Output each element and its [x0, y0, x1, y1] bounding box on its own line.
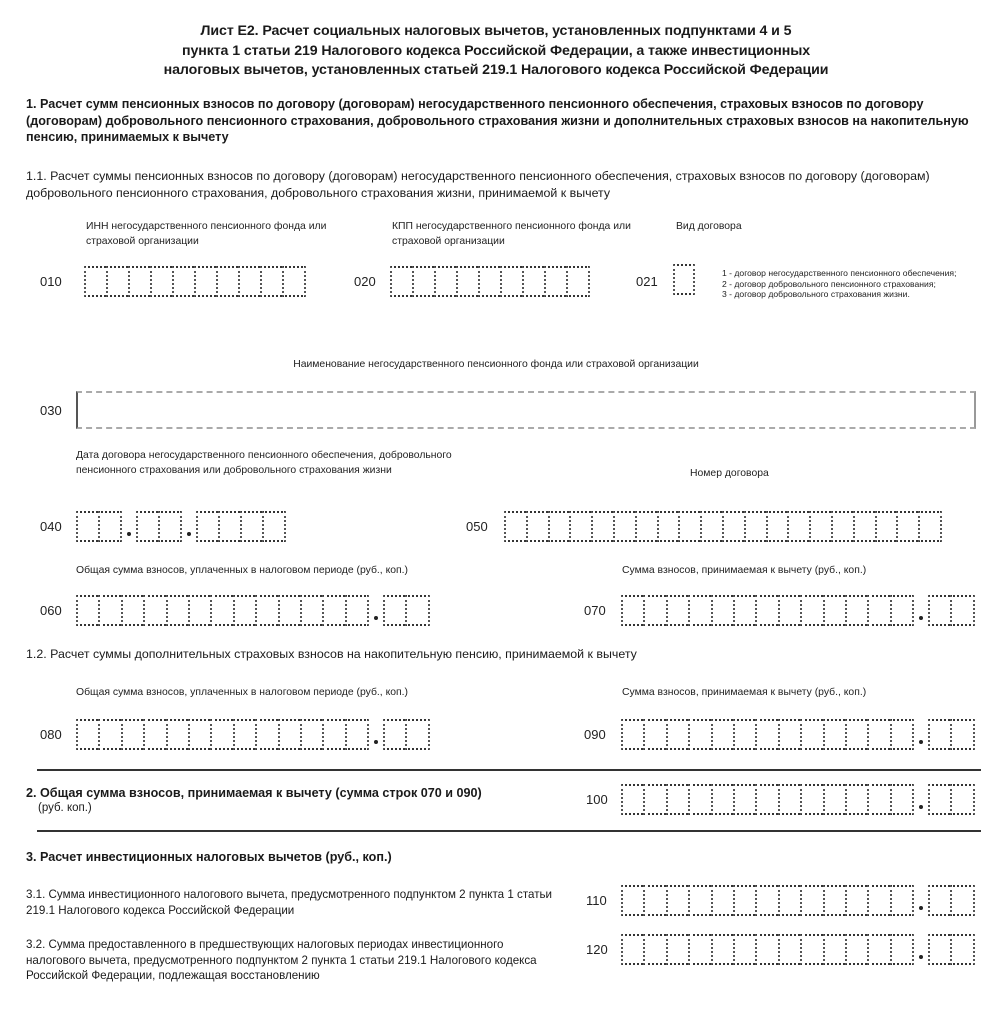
input-cell[interactable]: [456, 266, 478, 297]
input-cell[interactable]: [643, 934, 665, 965]
input-cell[interactable]: [787, 511, 809, 542]
input-cell[interactable]: [635, 511, 657, 542]
input-cell[interactable]: [613, 511, 635, 542]
input-cell[interactable]: [809, 511, 831, 542]
input-cell[interactable]: [218, 511, 240, 542]
total-paid-label: Общая сумма взносов, уплаченных в налоговом периоде (руб., коп.): [76, 565, 408, 576]
input-cell[interactable]: [196, 511, 218, 542]
input-cell[interactable]: [260, 266, 282, 297]
input-cell[interactable]: [711, 934, 733, 965]
additional-total-paid-field[interactable]: [76, 719, 430, 750]
input-cell[interactable]: [84, 266, 106, 297]
input-cell[interactable]: [98, 511, 122, 542]
input-cell[interactable]: [823, 934, 845, 965]
input-cell[interactable]: [240, 511, 262, 542]
contract-type-option: 1 - договор негосударственного пенсионного обеспечения;: [722, 268, 957, 278]
inn-label: ИНН негосударственного пенсионного фонда или страховой организации: [86, 221, 327, 247]
input-cell[interactable]: [950, 885, 974, 916]
contract-number-field[interactable]: [504, 511, 942, 542]
input-cell[interactable]: [845, 595, 867, 626]
input-cell[interactable]: [643, 885, 665, 916]
investment-deduction-field[interactable]: [621, 885, 975, 916]
input-cell[interactable]: [928, 784, 950, 815]
contract-type-code: 021: [636, 274, 658, 289]
input-cell[interactable]: [950, 595, 974, 626]
contract-type-options: [722, 268, 984, 300]
input-cell[interactable]: [678, 511, 700, 542]
inn-cells[interactable]: [84, 266, 306, 297]
input-cell[interactable]: [823, 885, 845, 916]
input-cell[interactable]: [800, 885, 822, 916]
input-cell[interactable]: [621, 595, 643, 626]
kop-cells[interactable]: [928, 719, 975, 750]
input-cell[interactable]: [755, 934, 777, 965]
input-cell[interactable]: [755, 784, 777, 815]
contract-date-field[interactable]: [76, 511, 286, 542]
input-cell[interactable]: [928, 885, 950, 916]
input-cell[interactable]: [733, 885, 755, 916]
input-cell[interactable]: [136, 511, 158, 542]
input-cell[interactable]: [282, 266, 306, 297]
input-cell[interactable]: [405, 719, 429, 750]
investment-deduction-code: 110: [586, 893, 607, 908]
input-cell[interactable]: [890, 885, 914, 916]
input-cell[interactable]: [345, 719, 369, 750]
input-cell[interactable]: [98, 595, 120, 626]
additional-deductible-code: 090: [584, 727, 606, 742]
input-cell[interactable]: [733, 595, 755, 626]
decimal-separator: [919, 740, 923, 744]
input-cell[interactable]: [210, 719, 232, 750]
page-title: [60, 22, 932, 81]
kpp-cells[interactable]: [390, 266, 590, 297]
input-cell[interactable]: [778, 934, 800, 965]
deductible-label: Сумма взносов, принимаемая к вычету (руб., коп.): [622, 565, 867, 576]
input-cell[interactable]: [121, 719, 143, 750]
decimal-separator: [919, 616, 923, 620]
kpp-label: КПП негосударственного пенсионного фонда или страховой организации: [392, 221, 631, 247]
input-cell[interactable]: [950, 719, 974, 750]
contract-type-cells[interactable]: [673, 264, 695, 295]
input-cell[interactable]: [322, 595, 344, 626]
input-cell[interactable]: [621, 885, 643, 916]
input-cell[interactable]: [621, 784, 643, 815]
input-cell[interactable]: [643, 719, 665, 750]
input-cell[interactable]: [278, 719, 300, 750]
input-cell[interactable]: [569, 511, 591, 542]
input-cell[interactable]: [500, 266, 522, 297]
input-cell[interactable]: [711, 784, 733, 815]
input-cell[interactable]: [188, 719, 210, 750]
rub-cells[interactable]: [621, 595, 914, 626]
input-cell[interactable]: [405, 595, 429, 626]
input-cell[interactable]: [544, 266, 566, 297]
input-cell[interactable]: [98, 719, 120, 750]
input-cell[interactable]: [522, 266, 544, 297]
input-cell[interactable]: [800, 595, 822, 626]
input-cell[interactable]: [890, 595, 914, 626]
input-cell[interactable]: [666, 885, 688, 916]
input-cell[interactable]: [643, 784, 665, 815]
input-cell[interactable]: [143, 595, 165, 626]
input-cell[interactable]: [890, 784, 914, 815]
total-deductible-code: 100: [586, 792, 608, 807]
input-cell[interactable]: [666, 934, 688, 965]
input-cell[interactable]: [778, 885, 800, 916]
rub-cells[interactable]: [76, 719, 369, 750]
contract-type-label: Вид договора: [676, 221, 742, 232]
input-cell[interactable]: [950, 934, 974, 965]
input-cell[interactable]: [657, 511, 679, 542]
input-cell[interactable]: [845, 934, 867, 965]
kop-cells[interactable]: [928, 595, 975, 626]
rub-cells[interactable]: [621, 934, 914, 965]
deductible-code: 070: [584, 603, 606, 618]
input-cell[interactable]: [233, 595, 255, 626]
input-cell[interactable]: [823, 784, 845, 815]
contract-type-field[interactable]: [673, 264, 695, 295]
input-cell[interactable]: [688, 934, 710, 965]
input-cell[interactable]: [216, 266, 238, 297]
rub-cells[interactable]: [621, 784, 914, 815]
input-cell[interactable]: [867, 595, 889, 626]
input-cell[interactable]: [666, 595, 688, 626]
inn-code: 010: [40, 274, 62, 289]
contract-date-label: Дата договора негосударственного пенсионного обеспечения, добровольного пенсионного страхования или добровольного страхования жизни: [76, 450, 452, 476]
decimal-separator: [374, 616, 378, 620]
kpp-code: 020: [354, 274, 376, 289]
decimal-separator: [919, 955, 923, 959]
restored-deduction-field[interactable]: [621, 934, 975, 965]
input-cell[interactable]: [831, 511, 853, 542]
total-paid-code: 060: [40, 603, 62, 618]
input-cell[interactable]: [867, 784, 889, 815]
input-cell[interactable]: [76, 719, 98, 750]
input-cell[interactable]: [345, 595, 369, 626]
section-1-heading: 1. Расчет сумм пенсионных взносов по договору (договорам) негосударственного пенсионного обеспечения, страховых взносов по договору (договорам) добровольного пенсионного страхования, добровольного страхования жизни и дополнительных страховых взносов на накопительную пенсию, принимаемых к вычету: [26, 97, 969, 144]
contract-date-code: 040: [40, 519, 62, 534]
input-cell[interactable]: [890, 934, 914, 965]
input-cell[interactable]: [875, 511, 897, 542]
input-cell[interactable]: [166, 595, 188, 626]
section-3-heading: 3. Расчет инвестиционных налоговых вычетов (руб., коп.): [26, 850, 392, 864]
input-cell[interactable]: [755, 719, 777, 750]
input-cell[interactable]: [688, 595, 710, 626]
input-cell[interactable]: [383, 719, 405, 750]
rub-cells[interactable]: [621, 885, 914, 916]
input-cell[interactable]: [412, 266, 434, 297]
input-cell[interactable]: [867, 934, 889, 965]
input-cell[interactable]: [504, 511, 526, 542]
date-separator: [187, 532, 191, 536]
input-cell[interactable]: [238, 266, 260, 297]
title-line: пункта 1 статьи 219 Налогового кодекса Российской Федерации, а также инвестиционных: [181, 42, 811, 59]
input-cell[interactable]: [688, 885, 710, 916]
restored-deduction-label: 3.2. Сумма предоставленного в предшествующих налоговых периодах инвестиционного налогового вычета, предусмотренного подпунктом 2 пункта 1 статьи 219.1 Налогового кодекса Российской Федерации, подлежащая восстановлению: [26, 938, 537, 982]
input-cell[interactable]: [666, 719, 688, 750]
input-cell[interactable]: [918, 511, 942, 542]
input-cell[interactable]: [478, 266, 500, 297]
input-cell[interactable]: [434, 266, 456, 297]
input-cell[interactable]: [591, 511, 613, 542]
decimal-separator: [919, 805, 923, 809]
deductible-field[interactable]: [621, 595, 975, 626]
contract-type-option: 2 - договор добровольного пенсионного страхования;: [722, 278, 936, 289]
contract-number-code: 050: [466, 519, 488, 534]
input-cell[interactable]: [778, 595, 800, 626]
input-cell[interactable]: [950, 784, 974, 815]
section-2-unit: (руб. коп.): [38, 802, 92, 814]
input-cell[interactable]: [166, 719, 188, 750]
kop-cells[interactable]: [928, 934, 975, 965]
input-cell[interactable]: [800, 784, 822, 815]
input-cell[interactable]: [744, 511, 766, 542]
date-year-cells[interactable]: [196, 511, 286, 542]
input-cell[interactable]: [800, 934, 822, 965]
org-name-label: Наименование негосударственного пенсионного фонда или страховой организации: [293, 359, 699, 370]
decimal-separator: [374, 740, 378, 744]
input-cell[interactable]: [121, 595, 143, 626]
input-cell[interactable]: [143, 719, 165, 750]
input-cell[interactable]: [172, 266, 194, 297]
input-cell[interactable]: [666, 784, 688, 815]
kop-cells[interactable]: [383, 719, 430, 750]
input-cell[interactable]: [233, 719, 255, 750]
input-cell[interactable]: [76, 595, 98, 626]
input-cell[interactable]: [711, 719, 733, 750]
input-cell[interactable]: [711, 595, 733, 626]
contract-number-cells[interactable]: [504, 511, 942, 542]
total-paid-field[interactable]: [76, 595, 430, 626]
title-line: Лист Е2. Расчет социальных налоговых вычетов, установленных подпунктами 4 и 5: [200, 23, 792, 39]
input-cell[interactable]: [278, 595, 300, 626]
input-cell[interactable]: [890, 719, 914, 750]
kop-cells[interactable]: [928, 784, 975, 815]
input-cell[interactable]: [158, 511, 182, 542]
kop-cells[interactable]: [383, 595, 430, 626]
input-cell[interactable]: [322, 719, 344, 750]
input-cell[interactable]: [300, 719, 322, 750]
section-2-heading-block: [26, 786, 566, 815]
input-cell[interactable]: [255, 595, 277, 626]
input-cell[interactable]: [800, 719, 822, 750]
input-cell[interactable]: [700, 511, 722, 542]
input-cell[interactable]: [150, 266, 172, 297]
section-2-heading: 2. Общая сумма взносов, принимаемая к вычету (сумма строк 070 и 090): [26, 786, 482, 800]
date-month-cells[interactable]: [136, 511, 182, 542]
additional-deductible-label: Сумма взносов, принимаемая к вычету (руб., коп.): [622, 687, 867, 698]
input-cell[interactable]: [928, 934, 950, 965]
input-cell[interactable]: [255, 719, 277, 750]
kop-cells[interactable]: [928, 885, 975, 916]
section-1-2-heading: 1.2. Расчет суммы дополнительных страховых взносов на накопительную пенсию, принимаемой к вычету: [26, 647, 637, 661]
input-cell[interactable]: [896, 511, 918, 542]
input-cell[interactable]: [262, 511, 286, 542]
input-cell[interactable]: [106, 266, 128, 297]
input-cell[interactable]: [867, 719, 889, 750]
input-cell[interactable]: [526, 511, 548, 542]
additional-total-paid-label: Общая сумма взносов, уплаченных в налоговом периоде (руб., коп.): [76, 687, 408, 698]
section-divider: [37, 830, 981, 832]
inn-field[interactable]: [84, 266, 306, 297]
contract-number-label: Номер договора: [690, 468, 769, 479]
section-1-1-heading: 1.1. Расчет суммы пенсионных взносов по договору (договорам) негосударственного пенсионного обеспечения, страховых взносов по договору (договорам) добровольного пенсионного страхования, добровольного страхования жизни, принимаемой к вычету: [26, 169, 930, 200]
input-cell[interactable]: [76, 511, 98, 542]
input-cell[interactable]: [853, 511, 875, 542]
input-cell[interactable]: [928, 719, 950, 750]
input-cell[interactable]: [823, 595, 845, 626]
input-cell[interactable]: [711, 885, 733, 916]
input-cell[interactable]: [845, 885, 867, 916]
input-cell[interactable]: [390, 266, 412, 297]
section-divider: [37, 769, 981, 771]
input-cell[interactable]: [383, 595, 405, 626]
input-cell[interactable]: [755, 885, 777, 916]
input-cell[interactable]: [688, 719, 710, 750]
org-name-code: 030: [40, 403, 62, 418]
kpp-field[interactable]: [390, 266, 590, 297]
input-cell[interactable]: [210, 595, 232, 626]
restored-deduction-code: 120: [586, 942, 608, 957]
input-cell[interactable]: [548, 511, 570, 542]
decimal-separator: [919, 906, 923, 910]
input-cell[interactable]: [755, 595, 777, 626]
rub-cells[interactable]: [76, 595, 369, 626]
input-cell[interactable]: [621, 719, 643, 750]
input-cell[interactable]: [188, 595, 210, 626]
input-cell[interactable]: [566, 266, 590, 297]
input-cell[interactable]: [673, 264, 695, 295]
input-cell[interactable]: [845, 784, 867, 815]
input-cell[interactable]: [766, 511, 788, 542]
input-cell[interactable]: [778, 784, 800, 815]
input-cell[interactable]: [722, 511, 744, 542]
title-line: налоговых вычетов, установленных статьей 219.1 Налогового кодекса Российской Федерации: [163, 62, 829, 78]
date-separator: [127, 532, 131, 536]
input-cell[interactable]: [823, 719, 845, 750]
input-cell[interactable]: [128, 266, 150, 297]
input-cell[interactable]: [845, 719, 867, 750]
input-cell[interactable]: [867, 885, 889, 916]
contract-type-option: 3 - договор добровольного страхования жизни.: [722, 289, 910, 299]
input-cell[interactable]: [733, 719, 755, 750]
rub-cells[interactable]: [621, 719, 914, 750]
additional-total-paid-code: 080: [40, 727, 62, 742]
input-cell[interactable]: [733, 934, 755, 965]
input-cell[interactable]: [778, 719, 800, 750]
investment-deduction-label: 3.1. Сумма инвестиционного налогового вычета, предусмотренного подпунктом 2 пункта 1 статьи 219.1 Налогового кодекса Российской Федерации: [26, 888, 553, 917]
input-cell[interactable]: [621, 934, 643, 965]
input-cell[interactable]: [928, 595, 950, 626]
total-deductible-field[interactable]: [621, 784, 975, 815]
input-cell[interactable]: [643, 595, 665, 626]
input-cell[interactable]: [194, 266, 216, 297]
input-cell[interactable]: [688, 784, 710, 815]
date-day-cells[interactable]: [76, 511, 122, 542]
org-name-input[interactable]: [76, 391, 976, 429]
additional-deductible-field[interactable]: [621, 719, 975, 750]
input-cell[interactable]: [300, 595, 322, 626]
input-cell[interactable]: [733, 784, 755, 815]
